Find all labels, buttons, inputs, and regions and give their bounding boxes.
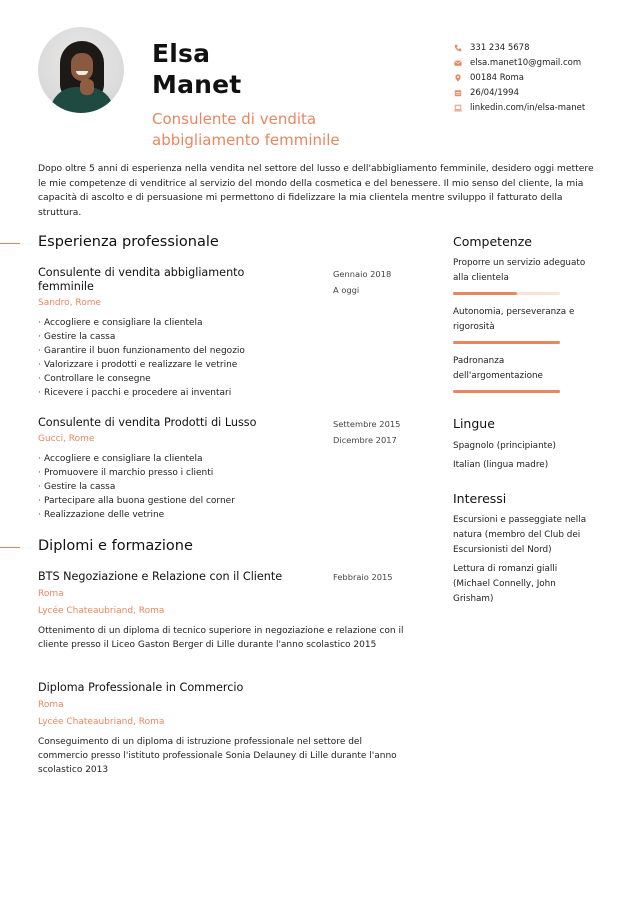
laptop-icon: [453, 103, 463, 113]
job-company: Gucci, Rome: [38, 434, 95, 444]
job-dates: Gennaio 2018 A oggi: [333, 269, 392, 295]
skill-level-fill: [453, 341, 560, 344]
skill-label: Autonomia, perseveranza e rigorosità: [453, 307, 575, 332]
task-item: · Garantire il buon funzionamento del negozio: [38, 344, 418, 358]
interests-section: [453, 491, 608, 607]
contact-address: 00184 Roma: [453, 70, 585, 85]
skill-item: [453, 256, 603, 295]
job-title: Consulente di vendita abbigliamento femminile: [38, 266, 245, 293]
degree-city: Roma: [38, 589, 64, 599]
skill-item: [453, 354, 563, 393]
last-name: Manet: [152, 70, 242, 99]
education-entry: [38, 570, 418, 652]
first-name: Elsa: [152, 39, 211, 68]
job-company: Sandro, Rome: [38, 298, 102, 308]
location-pin-icon: [453, 73, 463, 83]
contact-birthdate: 26/04/1994: [453, 85, 585, 100]
experience-entry: [38, 266, 418, 400]
skill-label: Proporre un servizio adeguato alla clientela: [453, 258, 586, 283]
task-item: · Partecipare alla buona gestione del corner: [38, 494, 418, 508]
resume-header: [0, 0, 640, 160]
degree-date: Febbraio 2015: [333, 572, 393, 582]
contact-linkedin[interactable]: [453, 100, 585, 115]
task-item: · Realizzazione delle vetrine: [38, 508, 418, 522]
degree-school: Lycée Chateaubriand, Roma: [38, 606, 165, 616]
interest-item: Lettura di romanzi gialli (Michael Connelly, John Grisham): [453, 564, 558, 604]
task-item: · Gestire la cassa: [38, 480, 418, 494]
candidate-name: [152, 38, 241, 100]
contact-email: elsa.manet10@gmail.com: [453, 55, 585, 70]
job-dates: Settembre 2015 Dicembre 2017: [333, 419, 401, 445]
contact-phone: 331 234 5678: [453, 40, 585, 55]
task-item: · Ricevere i pacchi e procedere ai inventari: [38, 386, 418, 400]
task-item: · Valorizzare i prodotti e realizzare le vetrine: [38, 358, 418, 372]
degree-school: Lycée Chateaubriand, Roma: [38, 717, 165, 727]
language-item: Italian (lingua madre): [453, 460, 549, 470]
task-item: · Accogliere e consigliare la clientela: [38, 316, 418, 330]
education-entry: [38, 681, 418, 777]
degree-title: Diploma Professionale in Commercio: [38, 681, 244, 694]
task-item: · Promuovere il marchio presso i clienti: [38, 466, 418, 480]
skill-level-fill: [453, 292, 517, 295]
languages-section: [453, 416, 613, 475]
job-tasks: [38, 452, 418, 522]
experience-heading: Esperienza professionale: [38, 234, 219, 250]
experience-entry: [38, 416, 418, 522]
education-heading: Diplomi e formazione: [38, 538, 193, 554]
language-item: Spagnolo (principiante): [453, 441, 556, 451]
degree-city: Roma: [38, 700, 64, 710]
profile-summary: Dopo oltre 5 anni di esperienza nella vendita nel settore del lusso e dell'abbigliamento femminile, desidero oggi mettere le mie competenze di venditrice al servizio del mondo della cosmetica e del benessere. Il mio senso del cliente, la mia capacità di ascolto e di persuasione mi permettono di fidelizzare la mia clientela mentre sviluppo il fatturato della struttura.: [38, 163, 594, 218]
skill-level-bar: [453, 390, 560, 393]
languages-heading: Lingue: [453, 416, 495, 431]
skill-label: Padronanza dell'argomentazione: [453, 356, 543, 381]
envelope-icon: [453, 58, 463, 68]
skill-item: [453, 305, 603, 344]
profile-photo: [38, 27, 124, 113]
section-divider: [0, 547, 20, 548]
job-tasks: [38, 316, 418, 400]
task-item: · Gestire la cassa: [38, 330, 418, 344]
phone-icon: [453, 43, 463, 53]
interests-heading: Interessi: [453, 491, 507, 506]
job-title: Consulente di vendita Prodotti di Lusso: [38, 416, 257, 429]
skills-heading: Competenze: [453, 234, 532, 249]
calendar-icon: [453, 88, 463, 98]
linkedin-link[interactable]: linkedin.com/in/elsa-manet: [470, 102, 586, 113]
degree-title: BTS Negoziazione e Relazione con il Cliente: [38, 570, 283, 583]
degree-description: Ottenimento di un diploma di tecnico superiore in negoziazione e relazione con il cliente presso il Liceo Gaston Berger di Lille durante l'anno scolastico 2015: [38, 626, 404, 650]
skill-level-bar: [453, 292, 560, 295]
job-title-headline: Consulente di vendita abbigliamento femminile: [152, 110, 340, 149]
degree-description: Conseguimento di un diploma di istruzione professionale nel settore del commercio presso l'istituto professionale Sonia Delauney di Lille durante l'anno scolastico 2013: [38, 737, 397, 775]
skill-level-fill: [453, 390, 560, 393]
section-divider: [0, 243, 20, 244]
contact-info: [453, 40, 585, 115]
task-item: · Accogliere e consigliare la clientela: [38, 452, 418, 466]
skills-section: [453, 234, 613, 393]
task-item: · Controllare le consegne: [38, 372, 418, 386]
skill-level-bar: [453, 341, 560, 344]
interest-item: Escursioni e passeggiate nella natura (membro del Club dei Escursionisti del Nord): [453, 515, 587, 555]
